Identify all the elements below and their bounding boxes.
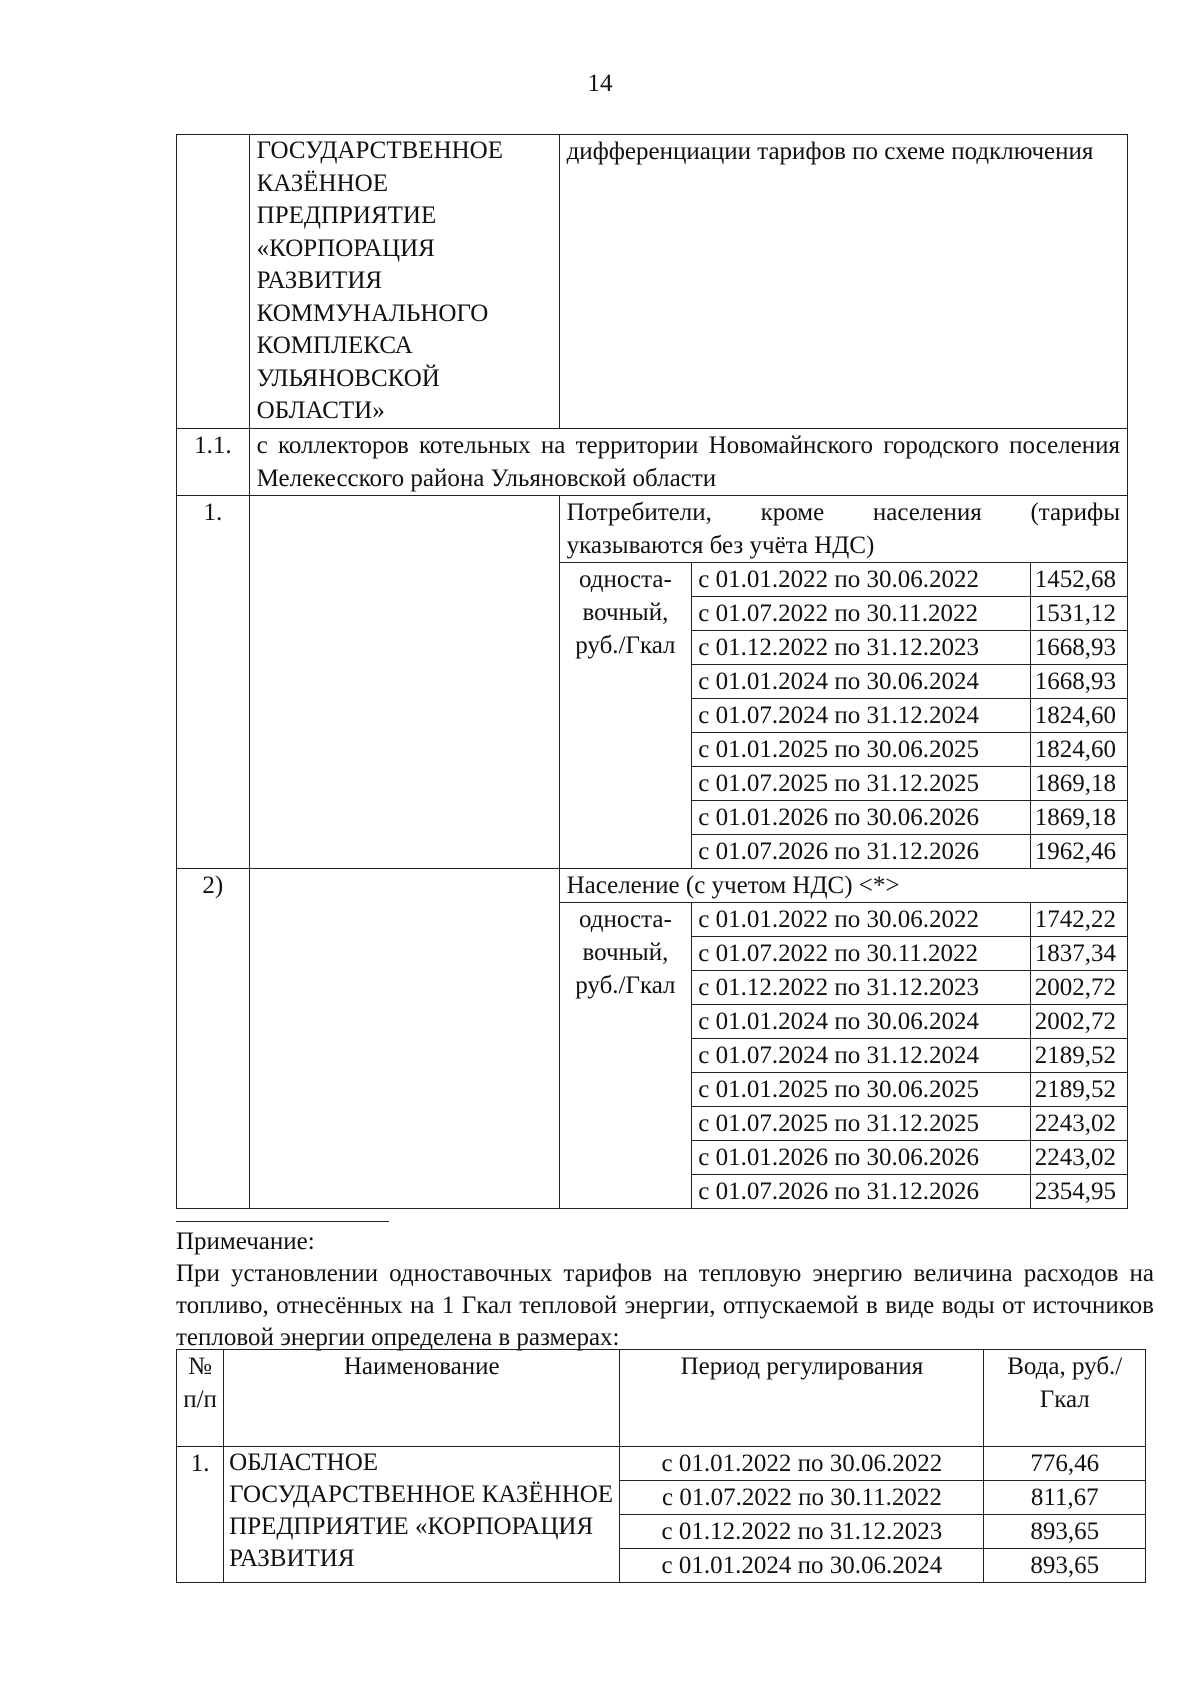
tariff-value: 1531,12 [1030,596,1127,630]
water-period: с 01.01.2022 по 30.06.2022 [620,1447,984,1481]
tariff-value: 2354,95 [1030,1174,1127,1208]
tariff-value: 2002,72 [1030,970,1127,1004]
tariff-period: с 01.07.2025 по 31.12.2025 [692,1106,1030,1140]
tariff-period: с 01.07.2022 по 30.11.2022 [692,936,1030,970]
water-table [176,1349,1146,1583]
tariff-value: 2243,02 [1030,1106,1127,1140]
rate-type: односта-вочный, руб./Гкал [559,562,692,868]
tariff-groups [177,495,1128,1208]
rate-type: односта-вочный, руб./Гкал [559,902,692,1208]
org-row [177,135,1128,429]
tariff-value: 2189,52 [1030,1038,1127,1072]
note-text: При установлении одноставочных тарифов на тепловую энергию величина расходов на топливо, отнесённых на 1 Гкал тепловой энергии, отпускаемой в виде воды от источников тепловой энергии определена в размерах: [176,1260,1154,1351]
tariff-period: с 01.07.2022 по 30.11.2022 [692,596,1030,630]
group-title: Потребители, кроме населения (тарифы указываются без учёта НДС) [559,495,1127,562]
water-row [177,1447,1146,1481]
tariff-value: 1869,18 [1030,800,1127,834]
footnote-rule [176,1221,389,1222]
header-period: Период регулирования [620,1350,984,1447]
water-period: с 01.12.2022 по 31.12.2023 [620,1515,984,1549]
tariff-period: с 01.01.2024 по 30.06.2024 [692,1004,1030,1038]
tariff-period: с 01.07.2024 по 31.12.2024 [692,1038,1030,1072]
tariff-value: 1824,60 [1030,732,1127,766]
page-number: 14 [587,70,613,97]
note-title: Примечание: [176,1228,315,1255]
tariff-value: 2189,52 [1030,1072,1127,1106]
group-title: Население (с учетом НДС) <*> [559,868,1127,902]
tariff-period: с 01.07.2025 по 31.12.2025 [692,766,1030,800]
tariff-value: 1668,93 [1030,664,1127,698]
tariff-value: 1824,60 [1030,698,1127,732]
org-num-cell [177,135,250,429]
group-org-cell [249,868,559,1208]
water-value: 893,65 [984,1549,1146,1583]
tariff-value: 2002,72 [1030,1004,1127,1038]
org-name: ГОСУДАРСТВЕННОЕ КАЗЁННОЕ ПРЕДПРИЯТИЕ «КОРПОРАЦИЯ РАЗВИТИЯ КОММУНАЛЬНОГО КОМПЛЕКСА УЛЬЯНОВСКОЙ ОБЛАСТИ» [249,135,559,429]
group-num: 2) [177,868,250,1208]
water-value: 893,65 [984,1515,1146,1549]
tariff-value: 1742,22 [1030,902,1127,936]
group-title-row [177,868,1128,902]
tariff-period: с 01.01.2026 по 30.06.2026 [692,1140,1030,1174]
tariff-value: 1869,18 [1030,766,1127,800]
tariff-period: с 01.01.2024 по 30.06.2024 [692,664,1030,698]
tariff-value: 1837,34 [1030,936,1127,970]
subsection-num: 1.1. [177,428,250,495]
tariff-period: с 01.12.2022 по 31.12.2023 [692,630,1030,664]
group-num: 1. [177,495,250,868]
tariff-value: 2243,02 [1030,1140,1127,1174]
tariff-period: с 01.01.2022 по 30.06.2022 [692,902,1030,936]
tariff-value: 1962,46 [1030,834,1127,868]
group-title-row [177,495,1128,562]
header-name: Наименование [224,1350,620,1447]
water-value: 776,46 [984,1447,1146,1481]
water-num: 1. [177,1447,224,1583]
tariff-period: с 01.07.2026 по 31.12.2026 [692,1174,1030,1208]
tariff-period: с 01.01.2022 по 30.06.2022 [692,562,1030,596]
subsection-text: с коллекторов котельных на территории Новомайнского городского поселения Мелекесского района Ульяновской области [249,428,1127,495]
water-period: с 01.07.2022 по 30.11.2022 [620,1481,984,1515]
water-table-body [177,1447,1146,1583]
water-value: 811,67 [984,1481,1146,1515]
tariff-period: с 01.01.2026 по 30.06.2026 [692,800,1030,834]
water-table-header [177,1350,1146,1447]
tariff-value: 1452,68 [1030,562,1127,596]
group-org-cell [249,495,559,868]
tariff-period: с 01.01.2025 по 30.06.2025 [692,732,1030,766]
diff-text: дифференциации тарифов по схеме подключения [559,135,1127,429]
subsection-row [177,428,1128,495]
tariff-period: с 01.07.2026 по 31.12.2026 [692,834,1030,868]
tariff-table [176,134,1128,1209]
tariff-value: 1668,93 [1030,630,1127,664]
water-org-name: ОБЛАСТНОЕ ГОСУДАРСТВЕННОЕ КАЗЁННОЕ ПРЕДПРИЯТИЕ «КОРПОРАЦИЯ РАЗВИТИЯ [224,1447,620,1583]
water-period: с 01.01.2024 по 30.06.2024 [620,1549,984,1583]
tariff-period: с 01.07.2024 по 31.12.2024 [692,698,1030,732]
header-value: Вода, руб./Гкал [984,1350,1146,1447]
header-num: № п/п [177,1350,224,1447]
tariff-period: с 01.12.2022 по 31.12.2023 [692,970,1030,1004]
tariff-period: с 01.01.2025 по 30.06.2025 [692,1072,1030,1106]
